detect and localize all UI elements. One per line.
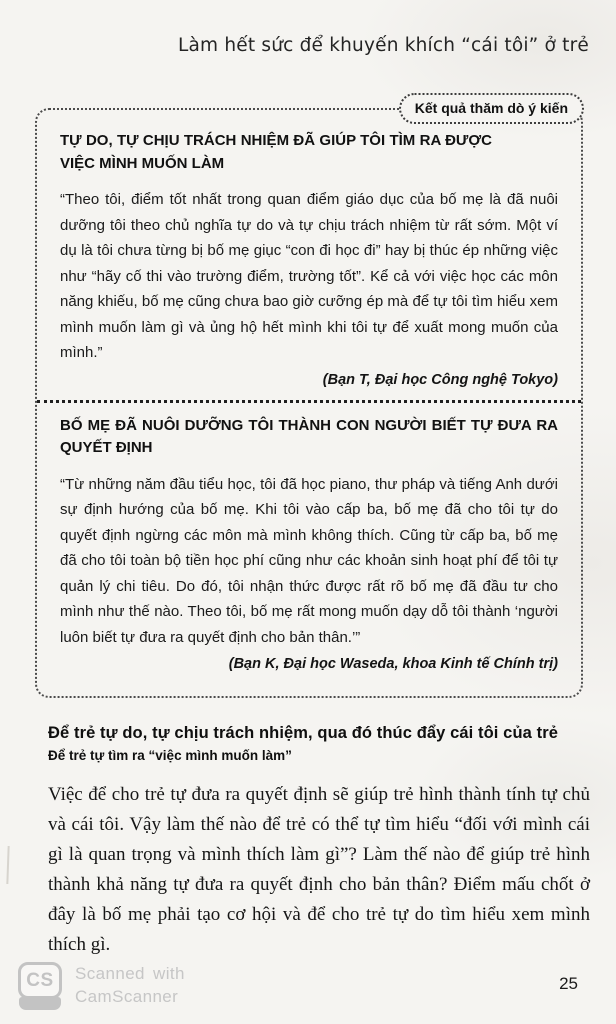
dotted-divider	[37, 400, 581, 403]
quote-2-title: BỐ MẸ ĐÃ NUÔI DƯỠNG TÔI THÀNH CON NGƯỜI BIẾT TỰ ĐƯA RA QUYẾT ĐỊNH	[60, 416, 558, 456]
scan-edge-artifact	[6, 846, 9, 884]
section-subheading: Để trẻ tự tìm ra “việc mình muốn làm”	[48, 748, 292, 763]
quote-1-attribution: (Bạn T, Đại học Công nghệ Tokyo)	[322, 371, 558, 388]
camscanner-watermark-line1: Scanned with	[75, 964, 185, 984]
camscanner-logo-letters: CS	[18, 962, 62, 999]
quote-1-title: TỰ DO, TỰ CHỊU TRÁCH NHIỆM ĐÃ GIÚP TÔI TÌM RA ĐƯỢC VIỆC MÌNH MUỐN LÀM	[60, 132, 492, 172]
running-header: Làm hết sức để khuyến khích “cái tôi” ở trẻ	[178, 35, 589, 56]
quote-2-body: “Từ những năm đầu tiểu học, tôi đã học piano, thư pháp và tiếng Anh dưới sự định hướng của bố mẹ. Khi tôi vào cấp ba, bố mẹ đã cho tôi tự do quyết định ngừng các môn mà mình không thích. Cũng từ cấp ba, bố mẹ đã cho tôi toàn bộ tiền học phí cũng như các khoản sinh hoạt phí để tôi tự quản lý chi tiêu. Do đó, tôi nhận thức được rất rõ bố mẹ đã đầu tư cho mình như thế nào. Theo tôi, bố mẹ rất mong muốn dạy dỗ tôi thành ‘người luôn biết tự đưa ra quyết định cho bản thân.’”	[60, 475, 558, 646]
quote-2-attribution: (Bạn K, Đại học Waseda, khoa Kinh tế Chính trị)	[228, 656, 558, 672]
camscanner-watermark-text	[75, 963, 185, 1009]
page-footer	[0, 954, 616, 1024]
page-number: 25	[559, 974, 578, 993]
camscanner-watermark	[18, 962, 185, 1010]
camscanner-logo-icon	[18, 962, 62, 1010]
body-paragraph: Việc để cho trẻ tự đưa ra quyết định sẽ giúp trẻ hình thành tính tự chủ và cái tôi. Vậy làm thế nào để trẻ có thể tự tìm hiểu “đối với mình cái gì là quan trọng và mình thích làm gì”? Làm thế nào để giúp trẻ hình thành khả năng tự đưa ra quyết định cho bản thân? Điểm mấu chốt ở đây là bố mẹ phải tạo cơ hội và để cho trẻ tự do tìm hiểu xem mình thích gì.	[48, 784, 590, 955]
quote-block-2	[60, 415, 558, 673]
camscanner-watermark-line2: CamScanner	[75, 987, 179, 1006]
section-heading: Để trẻ tự do, tự chịu trách nhiệm, qua đó thúc đẩy cái tôi của trẻ	[48, 724, 558, 742]
survey-box	[35, 100, 583, 698]
quote-1-body: “Theo tôi, điểm tốt nhất trong quan điểm giáo dục của bố mẹ là đã nuôi dưỡng tôi theo chủ nghĩa tự do và tự chịu trách nhiệm từ rất sớm. Một ví dụ là tôi chưa từng bị bố mẹ giục “con đi học đi” hay bị thúc ép những việc như “hãy cố thi vào trường điểm, trường tốt”. Kể cả với việc học các môn năng khiếu, bố mẹ cũng chưa bao giờ cưỡng ép mà để tự tôi tìm hiểu xem mình muốn làm gì và ủng hộ hết mình khi tôi tự để xuất mong muốn của mình.”	[60, 191, 558, 361]
survey-tag-label: Kết quả thăm dò ý kiến	[399, 93, 584, 124]
quote-block-1	[60, 130, 558, 388]
